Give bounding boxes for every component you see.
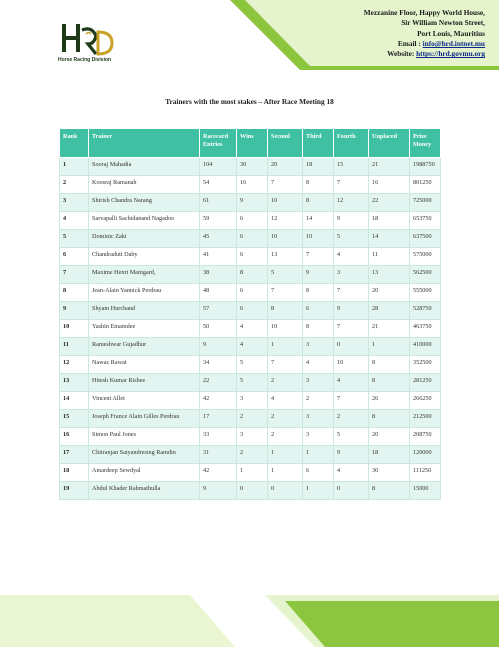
fourth-cell: 5 <box>334 230 369 248</box>
third-cell: 8 <box>303 194 334 212</box>
wins-cell: 4 <box>237 338 268 356</box>
footer-band <box>0 595 499 647</box>
fourth-cell: 7 <box>334 284 369 302</box>
third-cell: 1 <box>303 482 334 500</box>
second-cell: 2 <box>268 374 303 392</box>
prize-cell: 212500 <box>410 410 441 428</box>
fourth-cell: 12 <box>334 194 369 212</box>
wins-cell: 5 <box>237 356 268 374</box>
prize-cell: 463750 <box>410 320 441 338</box>
table-row <box>60 464 441 482</box>
trainer-cell: Sarvapalli Sachidanand Nagadoo <box>89 212 200 230</box>
second-cell: 7 <box>268 176 303 194</box>
unplaced-cell: 8 <box>369 410 410 428</box>
unplaced-cell: 20 <box>369 284 410 302</box>
third-cell: 9 <box>303 266 334 284</box>
third-cell: 4 <box>303 356 334 374</box>
table-row <box>60 482 441 500</box>
website-label: Website: <box>387 49 417 59</box>
prize-cell: 266250 <box>410 392 441 410</box>
third-cell: 2 <box>303 392 334 410</box>
table-row <box>60 356 441 374</box>
entries-cell: 9 <box>200 338 237 356</box>
unplaced-cell: 8 <box>369 482 410 500</box>
trainer-cell: Hitesh Kumar Rishee <box>89 374 200 392</box>
second-cell: 10 <box>268 230 303 248</box>
website-line <box>364 49 485 59</box>
third-cell: 8 <box>303 176 334 194</box>
third-cell: 3 <box>303 428 334 446</box>
wins-cell: 6 <box>237 212 268 230</box>
trainer-cell: Koosraj Ramanah <box>89 176 200 194</box>
fourth-cell: 9 <box>334 212 369 230</box>
prize-cell: 653750 <box>410 212 441 230</box>
col-entries: Racecard Entries <box>200 129 237 158</box>
fourth-cell: 10 <box>334 356 369 374</box>
wins-cell: 3 <box>237 392 268 410</box>
fourth-cell: 9 <box>334 446 369 464</box>
address-line-2: Sir William Newton Street, <box>401 18 485 28</box>
trainer-cell: Maxime Henri Maingard, <box>89 266 200 284</box>
table-row <box>60 338 441 356</box>
entries-cell: 41 <box>200 248 237 266</box>
prize-cell: 725000 <box>410 194 441 212</box>
trainer-cell: Shirish Chandra Narang <box>89 194 200 212</box>
email-link[interactable]: info@hrd.intnet.mu <box>422 38 485 48</box>
unplaced-cell: 20 <box>369 428 410 446</box>
wins-cell: 6 <box>237 230 268 248</box>
third-cell: 14 <box>303 212 334 230</box>
trainer-cell: Rameshwar Gujadhur <box>89 338 200 356</box>
table-row <box>60 374 441 392</box>
prize-cell: 15000 <box>410 482 441 500</box>
prize-cell: 801250 <box>410 176 441 194</box>
rank-cell: 9 <box>60 302 89 320</box>
prize-cell: 637500 <box>410 230 441 248</box>
rank-cell: 10 <box>60 320 89 338</box>
third-cell: 3 <box>303 410 334 428</box>
prize-cell: 575000 <box>410 248 441 266</box>
third-cell: 10 <box>303 230 334 248</box>
table-row <box>60 392 441 410</box>
trainer-cell: Nawaz Rawat <box>89 356 200 374</box>
third-cell: 8 <box>303 284 334 302</box>
unplaced-cell: 8 <box>369 374 410 392</box>
table-row <box>60 446 441 464</box>
trainer-cell: Vincent Allet <box>89 392 200 410</box>
prize-cell: 1988750 <box>410 158 441 176</box>
second-cell: 2 <box>268 410 303 428</box>
table-row <box>60 320 441 338</box>
entries-cell: 34 <box>200 356 237 374</box>
second-cell: 10 <box>268 320 303 338</box>
wins-cell: 3 <box>237 428 268 446</box>
third-cell: 8 <box>303 320 334 338</box>
rank-cell: 3 <box>60 194 89 212</box>
trainer-cell: Chitranjan Satyandresing Ramdin <box>89 446 200 464</box>
trainer-cell: Amardeep Sewdyal <box>89 464 200 482</box>
wins-cell: 6 <box>237 284 268 302</box>
col-prize: Prize Money <box>410 129 441 158</box>
col-rank: Rank <box>60 129 89 158</box>
table-body <box>60 158 441 500</box>
prize-cell: 410000 <box>410 338 441 356</box>
unplaced-cell: 28 <box>369 302 410 320</box>
prize-cell: 120000 <box>410 446 441 464</box>
unplaced-cell: 1 <box>369 338 410 356</box>
table-row <box>60 158 441 176</box>
fourth-cell: 9 <box>334 302 369 320</box>
second-cell: 8 <box>268 302 303 320</box>
email-label: Email : <box>397 38 423 48</box>
entries-cell: 54 <box>200 176 237 194</box>
wins-cell: 8 <box>237 266 268 284</box>
trainer-cell: Chandradutt Daby <box>89 248 200 266</box>
table-header-row <box>60 129 441 158</box>
table-row <box>60 266 441 284</box>
table-row <box>60 248 441 266</box>
trainer-cell: Simon Paul Jones <box>89 428 200 446</box>
rank-cell: 4 <box>60 212 89 230</box>
second-cell: 1 <box>268 446 303 464</box>
wins-cell: 9 <box>237 194 268 212</box>
fourth-cell: 7 <box>334 392 369 410</box>
fourth-cell: 5 <box>334 428 369 446</box>
rank-cell: 17 <box>60 446 89 464</box>
third-cell: 3 <box>303 374 334 392</box>
fourth-cell: 7 <box>334 176 369 194</box>
table-row <box>60 410 441 428</box>
fourth-cell: 4 <box>334 374 369 392</box>
third-cell: 7 <box>303 248 334 266</box>
unplaced-cell: 8 <box>369 356 410 374</box>
table-row <box>60 212 441 230</box>
prize-cell: 352500 <box>410 356 441 374</box>
rank-cell: 7 <box>60 266 89 284</box>
third-cell: 3 <box>303 338 334 356</box>
third-cell: 18 <box>303 158 334 176</box>
table-row <box>60 302 441 320</box>
second-cell: 10 <box>268 194 303 212</box>
fourth-cell: 4 <box>334 464 369 482</box>
unplaced-cell: 21 <box>369 320 410 338</box>
entries-cell: 45 <box>200 230 237 248</box>
trainer-cell: Abdul Khader Rahmathulla <box>89 482 200 500</box>
wins-cell: 0 <box>237 482 268 500</box>
entries-cell: 104 <box>200 158 237 176</box>
prize-cell: 562500 <box>410 266 441 284</box>
document-title: Trainers with the most stakes – After Race Meeting 18 <box>165 97 334 106</box>
second-cell: 20 <box>268 158 303 176</box>
unplaced-cell: 18 <box>369 446 410 464</box>
rank-cell: 11 <box>60 338 89 356</box>
table-row <box>60 284 441 302</box>
rank-cell: 18 <box>60 464 89 482</box>
trainers-table <box>59 128 441 500</box>
second-cell: 1 <box>268 338 303 356</box>
entries-cell: 59 <box>200 212 237 230</box>
rank-cell: 14 <box>60 392 89 410</box>
unplaced-cell: 11 <box>369 248 410 266</box>
prize-cell: 528750 <box>410 302 441 320</box>
address-line-1: Mezzanine Floor, Happy World House, <box>363 8 485 17</box>
rank-cell: 6 <box>60 248 89 266</box>
rank-cell: 8 <box>60 284 89 302</box>
col-second: Second <box>268 129 303 158</box>
entries-cell: 38 <box>200 266 237 284</box>
third-cell: 1 <box>303 446 334 464</box>
second-cell: 12 <box>268 212 303 230</box>
trainer-cell: Yashin Emamdee <box>89 320 200 338</box>
second-cell: 2 <box>268 428 303 446</box>
fourth-cell: 4 <box>334 248 369 266</box>
second-cell: 7 <box>268 284 303 302</box>
fourth-cell: 3 <box>334 266 369 284</box>
second-cell: 4 <box>268 392 303 410</box>
entries-cell: 61 <box>200 194 237 212</box>
wins-cell: 6 <box>237 248 268 266</box>
address-block <box>364 8 485 59</box>
rank-cell: 2 <box>60 176 89 194</box>
wins-cell: 16 <box>237 176 268 194</box>
fourth-cell: 7 <box>334 320 369 338</box>
rank-cell: 15 <box>60 410 89 428</box>
wins-cell: 2 <box>237 410 268 428</box>
second-cell: 0 <box>268 482 303 500</box>
second-cell: 5 <box>268 266 303 284</box>
table-row <box>60 428 441 446</box>
rank-cell: 19 <box>60 482 89 500</box>
unplaced-cell: 21 <box>369 158 410 176</box>
fourth-cell: 15 <box>334 158 369 176</box>
trainer-cell: Sooraj Mahadia <box>89 158 200 176</box>
col-fourth: Fourth <box>334 129 369 158</box>
col-wins: Wins <box>237 129 268 158</box>
prize-cell: 555000 <box>410 284 441 302</box>
table-row <box>60 176 441 194</box>
website-link[interactable]: https://hrd.govmu.org <box>416 49 485 59</box>
unplaced-cell: 14 <box>369 230 410 248</box>
logo-caption: Horse Racing Division <box>58 57 112 63</box>
entries-cell: 9 <box>200 482 237 500</box>
rank-cell: 12 <box>60 356 89 374</box>
entries-cell: 57 <box>200 302 237 320</box>
entries-cell: 22 <box>200 374 237 392</box>
wins-cell: 5 <box>237 374 268 392</box>
col-trainer: Trainer <box>89 129 200 158</box>
third-cell: 6 <box>303 302 334 320</box>
entries-cell: 31 <box>200 446 237 464</box>
wins-cell: 4 <box>237 320 268 338</box>
rank-cell: 13 <box>60 374 89 392</box>
unplaced-cell: 18 <box>369 212 410 230</box>
table-row <box>60 194 441 212</box>
wins-cell: 1 <box>237 464 268 482</box>
prize-cell: 111250 <box>410 464 441 482</box>
trainer-cell: Jean-Alain Yannick Perdrau <box>89 284 200 302</box>
wins-cell: 30 <box>237 158 268 176</box>
unplaced-cell: 16 <box>369 176 410 194</box>
wins-cell: 2 <box>237 446 268 464</box>
address-line-3: Port Louis, Mauritius <box>417 28 485 38</box>
rank-cell: 5 <box>60 230 89 248</box>
second-cell: 7 <box>268 356 303 374</box>
fourth-cell: 2 <box>334 410 369 428</box>
col-unplaced: Unplaced <box>369 129 410 158</box>
unplaced-cell: 22 <box>369 194 410 212</box>
rank-cell: 1 <box>60 158 89 176</box>
prize-cell: 281250 <box>410 374 441 392</box>
rank-cell: 16 <box>60 428 89 446</box>
table-row <box>60 230 441 248</box>
entries-cell: 33 <box>200 428 237 446</box>
prize-cell: 208750 <box>410 428 441 446</box>
entries-cell: 50 <box>200 320 237 338</box>
entries-cell: 48 <box>200 284 237 302</box>
unplaced-cell: 30 <box>369 464 410 482</box>
trainer-cell: Shyam Hurchand <box>89 302 200 320</box>
wins-cell: 6 <box>237 302 268 320</box>
unplaced-cell: 26 <box>369 392 410 410</box>
entries-cell: 42 <box>200 392 237 410</box>
fourth-cell: 0 <box>334 338 369 356</box>
col-third: Third <box>303 129 334 158</box>
fourth-cell: 0 <box>334 482 369 500</box>
second-cell: 13 <box>268 248 303 266</box>
entries-cell: 17 <box>200 410 237 428</box>
email-line <box>364 39 485 49</box>
third-cell: 6 <box>303 464 334 482</box>
trainer-cell: Dominic Zaki <box>89 230 200 248</box>
trainer-cell: Joseph France Alain Gilles Perdrau <box>89 410 200 428</box>
unplaced-cell: 13 <box>369 266 410 284</box>
second-cell: 1 <box>268 464 303 482</box>
entries-cell: 42 <box>200 464 237 482</box>
